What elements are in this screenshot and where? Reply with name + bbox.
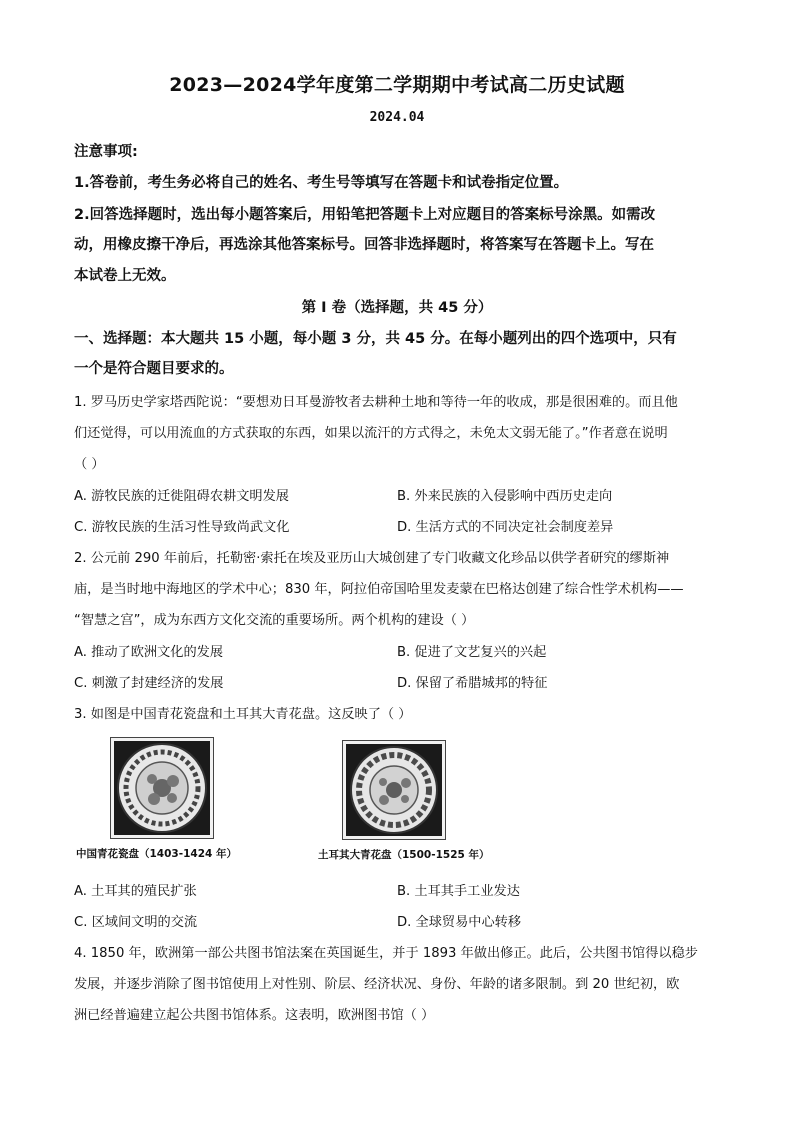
q3-stem: 3. 如图是中国青花瓷盘和土耳其大青花盘。这反映了（ ） [74, 707, 412, 722]
chinese-blue-white-plate-image [110, 737, 214, 839]
section-instruction-a: 一、选择题：本大题共 15 小题，每小题 3 分，共 45 分。在每小题列出的四个选项中，只有 [74, 331, 677, 347]
q4-stem-3: 洲已经普遍建立起公共图书馆体系。这表明，欧洲图书馆（ ） [74, 1008, 435, 1023]
notice-line-2a: 2.回答选择题时，选出每小题答案后，用铅笔把答题卡上对应题目的答案标号涂黑。如需改 [74, 207, 656, 223]
q2-option-b: B. 促进了文艺复兴的兴起 [397, 645, 547, 660]
turkish-blue-white-plate-image [342, 740, 446, 840]
q1-option-c: C. 游牧民族的生活习性导致尚武文化 [74, 520, 290, 535]
q3-option-a: A. 土耳其的殖民扩张 [74, 884, 197, 899]
figure-caption-2: 土耳其大青花盘（1500-1525 年） [318, 849, 490, 861]
section-instruction-b: 一个是符合题目要求的。 [74, 361, 234, 377]
q1-stem-2: 们还觉得，可以用流血的方式获取的东西，如果以流汗的方式得之，未免太文弱无能了。”作者意在说明 [74, 426, 668, 441]
exam-title: 2023—2024学年度第二学期期中考试高二历史试题 [169, 74, 625, 96]
figure-caption-1: 中国青花瓷盘（1403-1424 年） [76, 848, 237, 860]
notice-line-2c: 本试卷上无效。 [74, 268, 176, 284]
q4-stem-1: 4. 1850 年，欧洲第一部公共图书馆法案在英国诞生，并于 1893 年做出修正。此后，公共图书馆得以稳步 [74, 946, 698, 961]
plate-drawing-1 [114, 741, 210, 835]
q4-stem-2: 发展，并逐步消除了图书馆使用上对性别、阶层、经济状况、身份、年龄的诸多限制。到 20 世纪初，欧 [74, 977, 680, 992]
plate-drawing-2 [346, 744, 442, 836]
q2-option-a: A. 推动了欧洲文化的发展 [74, 645, 224, 660]
q1-stem-1: 1. 罗马历史学家塔西陀说：“要想劝日耳曼游牧者去耕种土地和等待一年的收成，那是很困难的。而且他 [74, 395, 678, 410]
q1-option-a: A. 游牧民族的迁徙阻碍农耕文明发展 [74, 489, 289, 504]
q2-option-d: D. 保留了希腊城邦的特征 [397, 676, 548, 691]
section-title: 第 I 卷（选择题，共 45 分） [301, 300, 493, 316]
q3-option-c: C. 区域间文明的交流 [74, 915, 198, 930]
q3-option-b: B. 土耳其手工业发达 [397, 884, 520, 899]
q3-option-d: D. 全球贸易中心转移 [397, 915, 522, 930]
q1-stem-3: （ ） [74, 457, 105, 472]
exam-date: 2024.04 [369, 110, 425, 125]
q2-stem-2: 庙，是当时地中海地区的学术中心；830 年，阿拉伯帝国哈里发麦蒙在巴格达创建了综合性学术机构—— [74, 582, 684, 597]
q2-option-c: C. 刺激了封建经济的发展 [74, 676, 224, 691]
notice-line-2b: 动，用橡皮擦干净后，再选涂其他答案标号。回答非选择题时，将答案写在答题卡上。写在 [74, 237, 654, 253]
notice-line-1: 1.答卷前，考生务必将自己的姓名、考生号等填写在答题卡和试卷指定位置。 [74, 175, 569, 191]
q1-option-b: B. 外来民族的入侵影响中西历史走向 [397, 489, 613, 504]
notice-heading: 注意事项: [74, 144, 138, 160]
q2-stem-1: 2. 公元前 290 年前后，托勒密·索托在埃及亚历山大城创建了专门收藏文化珍品以供学者研究的缪斯神 [74, 551, 670, 566]
q1-option-d: D. 生活方式的不同决定社会制度差异 [397, 520, 614, 535]
q2-stem-3: “智慧之宫”，成为东西方文化交流的重要场所。两个机构的建设（ ） [74, 613, 475, 628]
